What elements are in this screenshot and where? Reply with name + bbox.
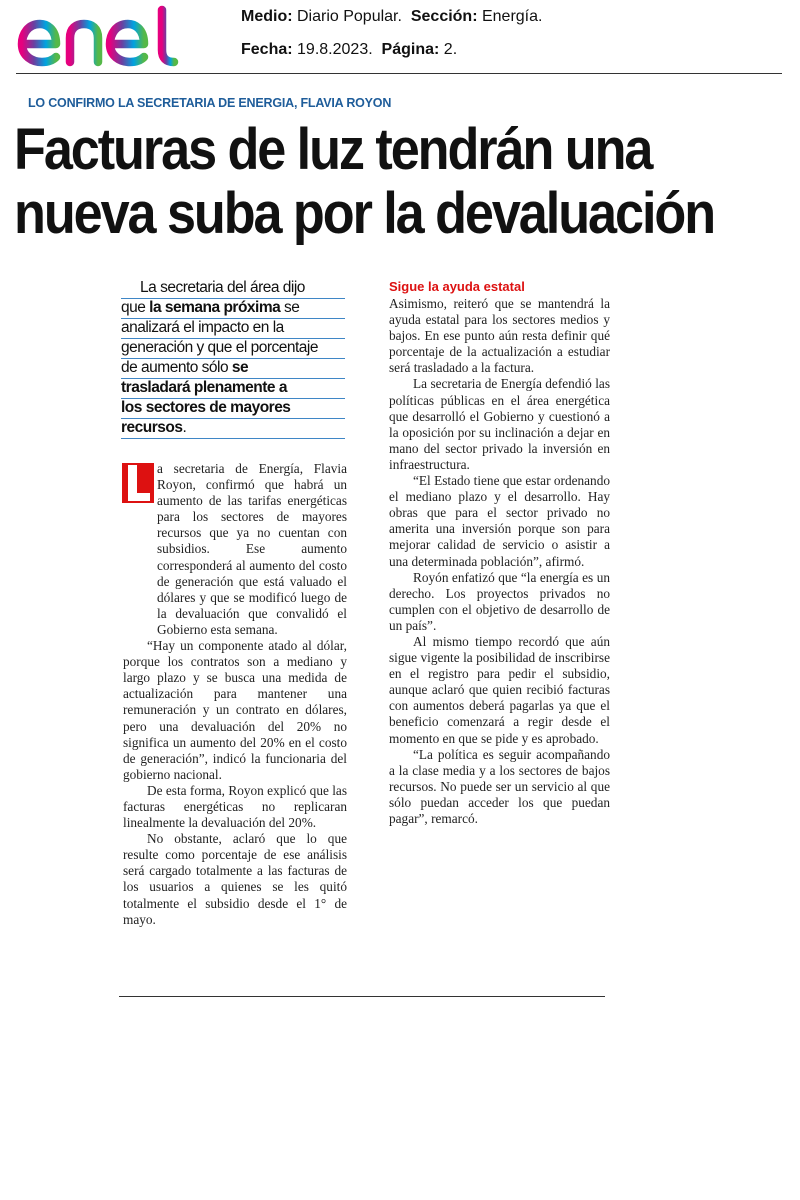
headline-line-2: nueva suba por la devaluación [14,181,715,246]
pull-quote-line: los sectores de mayores [121,399,345,419]
meta-line-1 [241,8,542,26]
pull-text-bold: recursos [121,419,183,436]
pagina-value: 2. [443,41,458,58]
pull-quote-line [121,279,345,299]
pull-quote-line: generación y que el porcentaje [121,339,345,359]
pull-quote-line: trasladará plenamente a [121,379,345,399]
paragraph: No obstante, aclaró que lo que resulte como porcentaje de ese análisis será cargado totalmente a las facturas de los usuarios a quienes se les quitó totalmente el subsidio desde el 1° de mayo. [123,831,347,927]
article-column-left [123,461,347,928]
section-subhead: Sigue la ayuda estatal [389,279,525,294]
headline-line-1: Facturas de luz tendrán una [14,117,652,182]
footer-divider [119,996,605,997]
article-kicker: LO CONFIRMO LA SECRETARIA DE ENERGIA, FLAVIA ROYON [28,96,392,110]
paragraph: “La política es seguir acompañando a la clase media y a los sectores de bajos recursos. No puede ser un servicio al que sólo puedan acceder los que puedan pagar”, remarcó. [389,746,610,826]
seccion-label: Sección: [410,8,478,25]
pull-text: de aumento sólo [121,359,232,376]
medio-value: Diario Popular. [297,8,402,25]
pull-quote [121,279,345,439]
pagina-label: Página: [381,41,440,58]
paragraph: “Hay un componente atado al dólar, porque los contratos son a mediano y largo plazo y se busca una medida de actualización para mantener una remuneración y un contrato en dólares, pero una devaluación del 20% no significa un aumento del 20% en el costo de generación”, indicó la funcionaria del gobierno nacional. [123,638,347,782]
fecha-label: Fecha: [241,41,293,58]
pull-quote-line [121,419,345,439]
enel-logo [14,4,184,70]
pull-text: que [121,299,150,316]
paragraph: a secretaria de Energía, Flavia Royon, confirmó que habrá un aumento de las tarifas energéticas para los sectores de mayores recursos que ya no cuentan con subsidios. Ese aumento corresponderá al aumento del costo de generación que está valuado el dólares y que se modificó luego de la devaluación que convalidó el Gobierno esta semana. [157,461,347,637]
seccion-value: Energía. [481,8,543,25]
medio-label: Medio: [241,8,293,25]
article-headline [14,118,794,246]
pull-text-bold: se [231,359,249,376]
paragraph: De esta forma, Royon explicó que las facturas energéticas no replicaran linealmente la devaluación del 20%. [123,782,347,831]
header-divider [16,73,782,74]
paragraph: “El Estado tiene que estar ordenando el mediano plazo y el desarrollo. Hay obras que para el sector privado no amerita una inversión porque son para mejorar calidad de servicio o asistir a una determinada población”, afirmó. [389,473,610,569]
pull-quote-line: analizará el impacto en la [121,319,345,339]
pull-text: . [182,419,187,436]
paragraph: La secretaria de Energía defendió las políticas públicas en el área energética que desarrolló el Gobierno y cuestionó a la oposición por su inclinación a dejar en mano del sector privado la inversión en infraestructura. [389,376,610,472]
meta-line-2 [241,41,457,59]
pull-text: se [280,299,300,316]
pull-text-bold: la semana próxima [149,299,281,316]
pull-text: La secretaria del área dijo [140,279,305,296]
article-column-right [389,296,610,827]
pull-quote-line [121,299,345,319]
pull-quote-line [121,359,345,379]
paragraph: Al mismo tiempo recordó que aún sigue vigente la posibilidad de inscribirse en el registro para pedir el subsidio, aunque aclaró que quien recibió facturas con aumentos deberá pagarlas ya que el beneficio comenzará a regir desde el momento en que se pide y es aprobado. [389,633,610,746]
paragraph: Royón enfatizó que “la energía es un derecho. Los proyectos privados no cumplen con el objetivo de desarrollo de un país”. [389,569,610,633]
fecha-value: 19.8.2023. [297,41,373,58]
paragraph: Asimismo, reiteró que se mantendrá la ayuda estatal para los sectores medios y bajos. En ese punto aún resta definir qué porcentaje de la actualización a estudiar será trasladado a la factura. [389,296,610,376]
